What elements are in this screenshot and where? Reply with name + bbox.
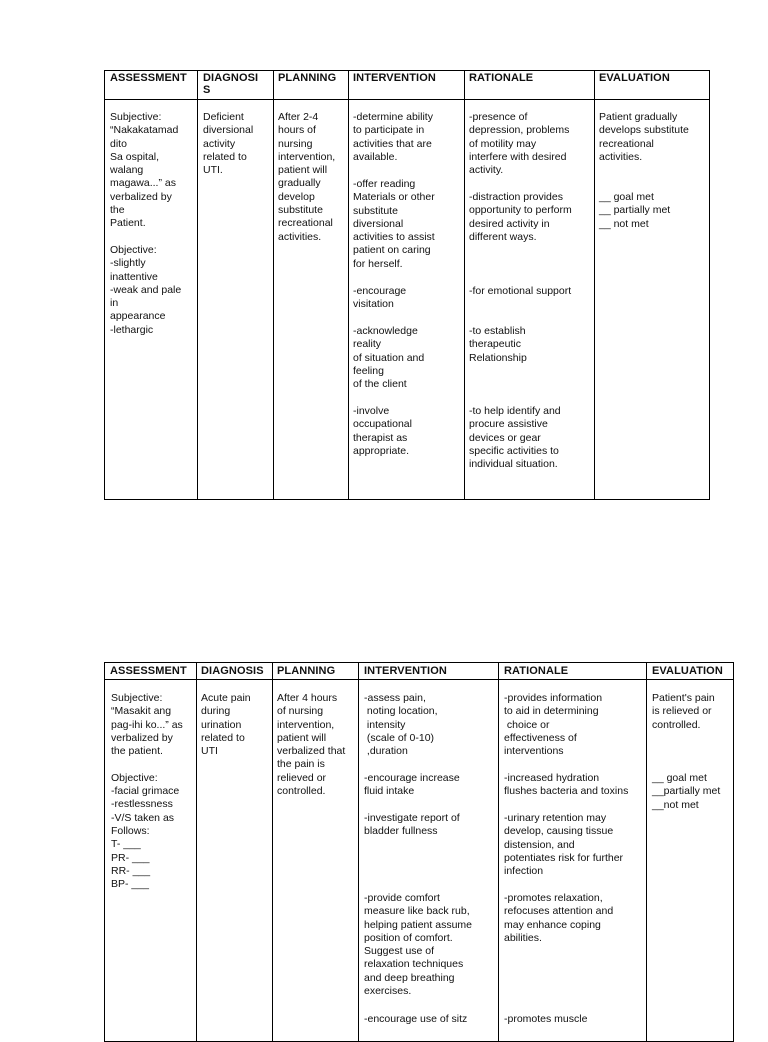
header-intervention: INTERVENTION — [364, 665, 447, 677]
intervention-item: -encourage increase fluid intake — [364, 772, 460, 798]
intervention-item: -investigate report of bladder fullness — [364, 812, 460, 838]
header-diagnosis: DIAGNOSIS — [201, 665, 264, 677]
rationale-item: -to establish therapeutic Relationship — [469, 325, 527, 364]
rationale-item: -promotes relaxation, refocuses attention and may enhance coping abilities. — [504, 892, 614, 944]
nursing-care-plan-table-1 — [104, 70, 710, 500]
header-rationale: RATIONALE — [469, 72, 534, 84]
assessment-cell: Subjective: “Masakit ang pag-ihi ko...” as verbalized by the patient. Objective: -facial grimace -restlessness -V/S taken as Follows: T- ___ PR- ___ RR- ___ BP- ___ — [111, 692, 183, 891]
rationale-item: -for emotional support — [469, 285, 572, 297]
rationale-item: -presence of depression, problems of motility may interfere with desired activity. — [469, 111, 570, 177]
evaluation-options: __ goal met __partially met __not met — [652, 772, 721, 811]
header-divider — [105, 99, 709, 100]
planning-cell: After 2-4 hours of nursing intervention, patient will gradually develop substitute recreational activities. — [278, 111, 336, 243]
rationale-item: -provides information to aid in determining choice or effectiveness of interventions — [504, 692, 603, 758]
header-assessment: ASSESSMENT — [110, 665, 187, 677]
nursing-care-plan-table-2 — [104, 662, 734, 1042]
header-planning: PLANNING — [278, 72, 337, 84]
rationale-item: -to help identify and procure assistive devices or gear specific activities to individual situation. — [469, 405, 561, 471]
intervention-item: -acknowledge reality of situation and feeling of the client — [353, 325, 425, 391]
intervention-item: -encourage use of sitz — [364, 1013, 468, 1025]
evaluation-cell: Patient's pain is relieved or controlled. — [652, 692, 715, 731]
rationale-item: -distraction provides opportunity to perform desired activity in different ways. — [469, 191, 572, 243]
header-intervention: INTERVENTION — [353, 72, 436, 84]
rationale-item: -increased hydration flushes bacteria and toxins — [504, 772, 629, 798]
intervention-item: -offer reading Materials or other substitute diversional activities to assist patient on caring for herself. — [353, 178, 435, 270]
intervention-item: -provide comfort measure like back rub, helping patient assume position of comfort. Suggest use of relaxation techniques and deep breathing exercises. — [364, 892, 472, 998]
header-evaluation: EVALUATION — [652, 665, 723, 677]
header-evaluation: EVALUATION — [599, 72, 670, 84]
rationale-item: -urinary retention may develop, causing tissue distension, and potentiates risk for further infection — [504, 812, 624, 878]
intervention-item: -involve occupational therapist as appropriate. — [353, 405, 412, 457]
rationale-item: -promotes muscle — [504, 1013, 588, 1025]
intervention-item: -assess pain, noting location, intensity (scale of 0-10) ,duration — [364, 692, 438, 758]
assessment-cell: Subjective: “Nakakatamad dito Sa ospital, walang magawa...” as verbalized by the Patient. Objective: -slightly inattentive -weak and pale in appearance -lethargic — [110, 111, 182, 336]
header-assessment: ASSESSMENT — [110, 72, 187, 84]
evaluation-cell: Patient gradually develops substitute recreational activities. — [599, 111, 689, 163]
header-planning: PLANNING — [277, 665, 336, 677]
intervention-item: -determine ability to participate in activities that are available. — [353, 111, 433, 163]
planning-cell: After 4 hours of nursing intervention, patient will verbalized that the pain is relieved or controlled. — [277, 692, 346, 798]
evaluation-options: __ goal met __ partially met __ not met — [599, 191, 671, 230]
diagnosis-cell: Acute pain during urination related to UTI — [201, 692, 251, 758]
header-divider — [105, 679, 733, 680]
diagnosis-cell: Deficient diversional activity related to UTI. — [203, 111, 254, 177]
intervention-item: -encourage visitation — [353, 285, 407, 311]
header-diagnosis: DIAGNOSI S — [203, 72, 259, 96]
header-rationale: RATIONALE — [504, 665, 569, 677]
